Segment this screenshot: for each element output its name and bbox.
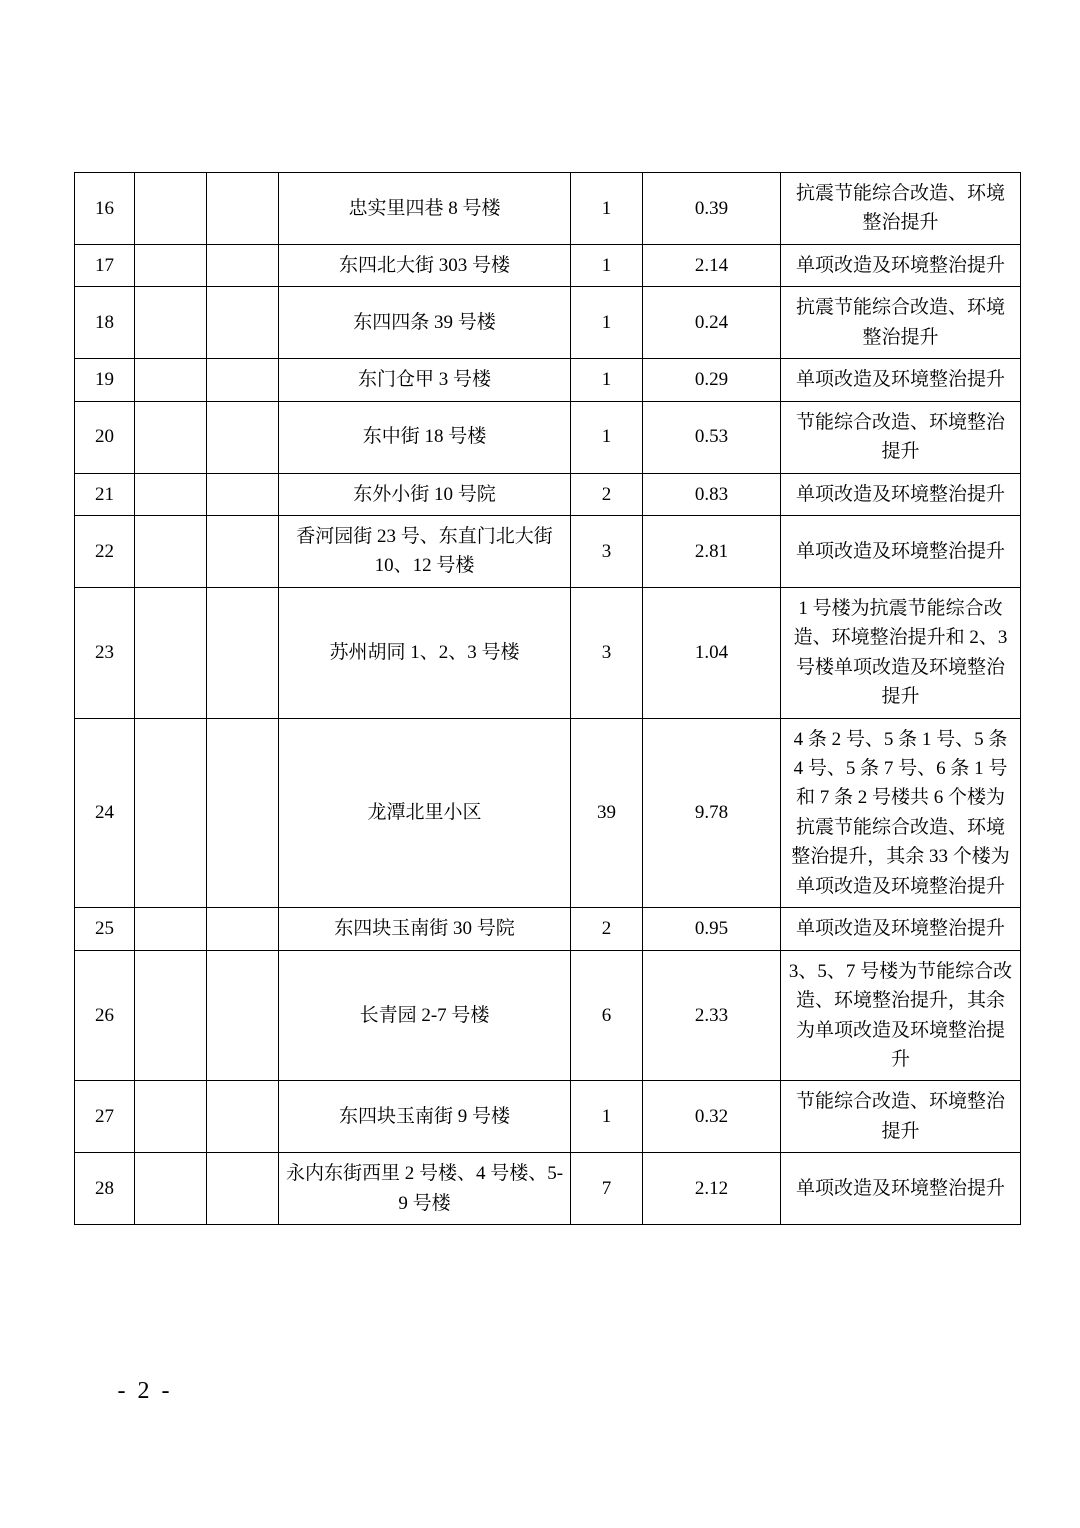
cell-building-count: 1: [571, 244, 643, 286]
cell-renovation-type: 抗震节能综合改造、环境整治提升: [781, 173, 1021, 245]
cell-project-name: 东四四条 39 号楼: [279, 287, 571, 359]
cell-index: 18: [75, 287, 135, 359]
cell-index: 22: [75, 515, 135, 587]
cell-project-name: 忠实里四巷 8 号楼: [279, 173, 571, 245]
project-table-container: [74, 172, 1020, 1225]
cell-index: 27: [75, 1081, 135, 1153]
table-body: [75, 173, 1021, 1225]
page-footer: [0, 1378, 1080, 1405]
cell-blank-subtype: [207, 244, 279, 286]
cell-area: 2.81: [643, 515, 781, 587]
cell-blank-district: [135, 287, 207, 359]
cell-index: 17: [75, 244, 135, 286]
cell-renovation-type: 抗震节能综合改造、环境整治提升: [781, 287, 1021, 359]
cell-building-count: 1: [571, 173, 643, 245]
cell-project-name: 东四块玉南街 9 号楼: [279, 1081, 571, 1153]
cell-index: 20: [75, 401, 135, 473]
cell-building-count: 3: [571, 587, 643, 718]
cell-project-name: 东中街 18 号楼: [279, 401, 571, 473]
cell-blank-district: [135, 1081, 207, 1153]
cell-area: 0.95: [643, 908, 781, 950]
cell-blank-subtype: [207, 401, 279, 473]
cell-index: 23: [75, 587, 135, 718]
cell-blank-district: [135, 587, 207, 718]
cell-project-name: 香河园街 23 号、东直门北大街 10、12 号楼: [279, 515, 571, 587]
cell-blank-subtype: [207, 359, 279, 401]
cell-blank-subtype: [207, 1081, 279, 1153]
cell-renovation-type: 单项改造及环境整治提升: [781, 1153, 1021, 1225]
cell-project-name: 东外小街 10 号院: [279, 473, 571, 515]
cell-blank-subtype: [207, 718, 279, 908]
cell-blank-subtype: [207, 950, 279, 1081]
cell-project-name: 东门仓甲 3 号楼: [279, 359, 571, 401]
cell-building-count: 2: [571, 908, 643, 950]
cell-renovation-type: 4 条 2 号、5 条 1 号、5 条 4 号、5 条 7 号、6 条 1 号和 7 条 2 号楼共 6 个楼为抗震节能综合改造、环境整治提升，其余 33 个楼为单项改造及环境整治提升: [781, 718, 1021, 908]
cell-project-name: 东四块玉南街 30 号院: [279, 908, 571, 950]
table-row: [75, 244, 1021, 286]
cell-blank-district: [135, 908, 207, 950]
cell-area: 2.14: [643, 244, 781, 286]
cell-building-count: 2: [571, 473, 643, 515]
cell-renovation-type: 单项改造及环境整治提升: [781, 515, 1021, 587]
cell-building-count: 1: [571, 401, 643, 473]
cell-renovation-type: 1 号楼为抗震节能综合改造、环境整治提升和 2、3 号楼单项改造及环境整治提升: [781, 587, 1021, 718]
cell-blank-district: [135, 515, 207, 587]
cell-renovation-type: 单项改造及环境整治提升: [781, 359, 1021, 401]
cell-renovation-type: 节能综合改造、环境整治提升: [781, 401, 1021, 473]
page-number: - 2 -: [117, 1378, 173, 1404]
cell-blank-district: [135, 244, 207, 286]
cell-renovation-type: 单项改造及环境整治提升: [781, 244, 1021, 286]
table-row: [75, 401, 1021, 473]
cell-building-count: 7: [571, 1153, 643, 1225]
table-row: [75, 473, 1021, 515]
cell-building-count: 3: [571, 515, 643, 587]
cell-index: 21: [75, 473, 135, 515]
cell-project-name: 永内东街西里 2 号楼、4 号楼、5-9 号楼: [279, 1153, 571, 1225]
cell-project-name: 龙潭北里小区: [279, 718, 571, 908]
cell-area: 0.32: [643, 1081, 781, 1153]
cell-blank-subtype: [207, 587, 279, 718]
cell-area: 0.53: [643, 401, 781, 473]
cell-renovation-type: 节能综合改造、环境整治提升: [781, 1081, 1021, 1153]
cell-area: 0.24: [643, 287, 781, 359]
table-row: [75, 908, 1021, 950]
table-row: [75, 1081, 1021, 1153]
cell-building-count: 39: [571, 718, 643, 908]
cell-project-name: 长青园 2-7 号楼: [279, 950, 571, 1081]
table-row: [75, 173, 1021, 245]
cell-index: 28: [75, 1153, 135, 1225]
cell-index: 26: [75, 950, 135, 1081]
table-row: [75, 587, 1021, 718]
project-table: [74, 172, 1021, 1225]
cell-blank-subtype: [207, 287, 279, 359]
cell-blank-district: [135, 473, 207, 515]
cell-index: 16: [75, 173, 135, 245]
cell-area: 0.29: [643, 359, 781, 401]
table-row: [75, 359, 1021, 401]
cell-building-count: 1: [571, 1081, 643, 1153]
cell-project-name: 苏州胡同 1、2、3 号楼: [279, 587, 571, 718]
cell-area: 2.12: [643, 1153, 781, 1225]
cell-building-count: 1: [571, 359, 643, 401]
table-row: [75, 718, 1021, 908]
cell-area: 2.33: [643, 950, 781, 1081]
cell-index: 24: [75, 718, 135, 908]
cell-renovation-type: 单项改造及环境整治提升: [781, 473, 1021, 515]
cell-blank-subtype: [207, 473, 279, 515]
cell-blank-district: [135, 950, 207, 1081]
table-row: [75, 950, 1021, 1081]
cell-index: 25: [75, 908, 135, 950]
cell-blank-district: [135, 401, 207, 473]
cell-blank-district: [135, 173, 207, 245]
cell-index: 19: [75, 359, 135, 401]
cell-area: 1.04: [643, 587, 781, 718]
cell-building-count: 6: [571, 950, 643, 1081]
cell-renovation-type: 单项改造及环境整治提升: [781, 908, 1021, 950]
cell-blank-subtype: [207, 908, 279, 950]
cell-renovation-type: 3、5、7 号楼为节能综合改造、环境整治提升，其余为单项改造及环境整治提升: [781, 950, 1021, 1081]
table-row: [75, 515, 1021, 587]
cell-blank-subtype: [207, 515, 279, 587]
cell-area: 9.78: [643, 718, 781, 908]
cell-blank-subtype: [207, 1153, 279, 1225]
cell-area: 0.39: [643, 173, 781, 245]
table-row: [75, 1153, 1021, 1225]
table-row: [75, 287, 1021, 359]
cell-project-name: 东四北大街 303 号楼: [279, 244, 571, 286]
cell-blank-district: [135, 718, 207, 908]
cell-blank-district: [135, 1153, 207, 1225]
cell-blank-subtype: [207, 173, 279, 245]
cell-area: 0.83: [643, 473, 781, 515]
cell-blank-district: [135, 359, 207, 401]
cell-building-count: 1: [571, 287, 643, 359]
